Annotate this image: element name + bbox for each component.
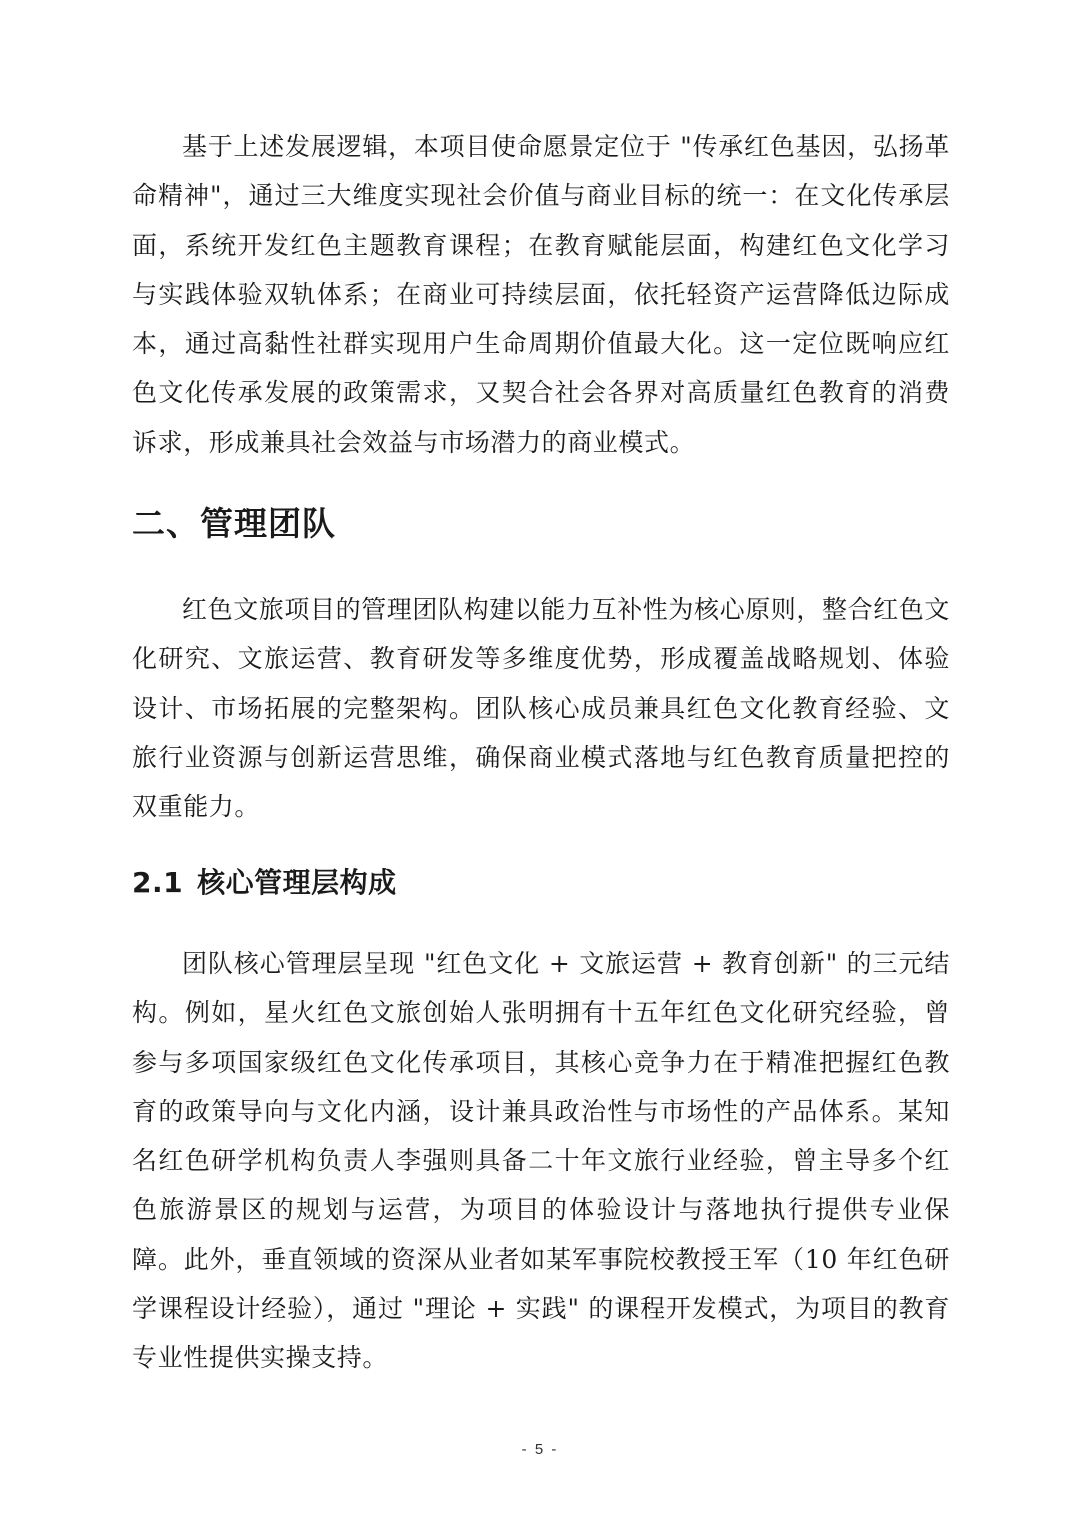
subsection-number: 2.1 <box>132 866 184 899</box>
subsection-title: 核心管理层构成 <box>197 866 397 899</box>
subsection-heading-core-management <box>132 860 397 906</box>
page-number: - 5 - <box>521 1441 559 1458</box>
paragraph-team-overview: 红色文旅项目的管理团队构建以能力互补性为核心原则，整合红色文化研究、文旅运营、教育研发等多维度优势，形成覆盖战略规划、体验设计、市场拓展的完整架构。团队核心成员兼具红色文化教育经验、文旅行业资源与创新运营思维，确保商业模式落地与红色教育质量把控的双重能力。 <box>132 595 951 822</box>
paragraph-mission-vision: 基于上述发展逻辑，本项目使命愿景定位于 "传承红色基因，弘扬革命精神"，通过三大维度实现社会价值与商业目标的统一：在文化传承层面，系统开发红色主题教育课程；在教育赋能层面，构建红色文化学习与实践体验双轨体系；在商业可持续层面，依托轻资产运营降低边际成本，通过高黏性社群实现用户生命周期价值最大化。这一定位既响应红色文化传承发展的政策需求，又契合社会各界对高质量红色教育的消费诉求，形成兼具社会效益与市场潜力的商业模式。 <box>132 132 950 457</box>
paragraph-core-management: 团队核心管理层呈现 "红色文化 + 文旅运营 + 教育创新" 的三元结构。例如，星火红色文旅创始人张明拥有十五年红色文化研究经验，曾参与多项国家级红色文化传承项目，其核心竞争力在于精准把握红色教育的政策导向与文化内涵，设计兼具政治性与市场性的产品体系。某知名红色研学机构负责人李强则具备二十年文旅行业经验，曾主导多个红色旅游景区的规划与运营，为项目的体验设计与落地执行提供专业保障。此外，垂直领域的资深从业者如某军事院校教授王军（10 年红色研学课程设计经验），通过 "理论 + 实践" 的课程开发模式，为项目的教育专业性提供实操支持。 <box>132 949 950 1373</box>
section-heading-management-team: 二、管理团队 <box>132 504 336 543</box>
